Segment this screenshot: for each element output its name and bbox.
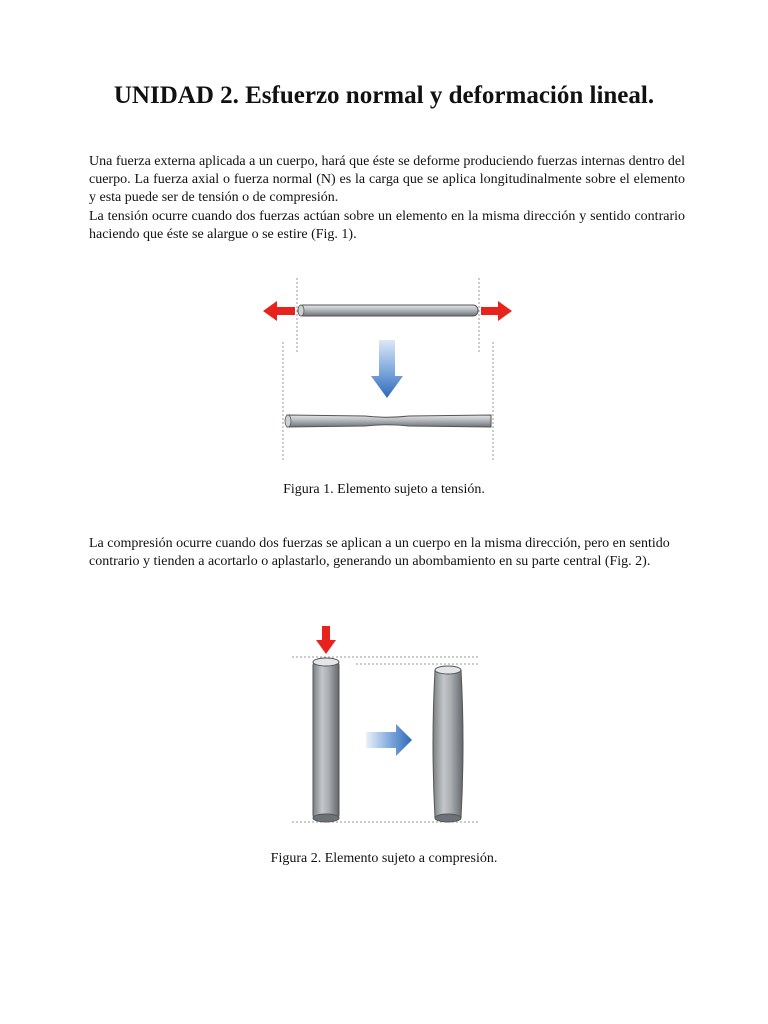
intro-paragraph-1: Una fuerza externa aplicada a un cuerpo, hará que éste se deforme produciendo fuerzas internas dentro del cuerpo. La fuerza axial o fuerza normal (N) es la carga que se aplica longitudinalmente sobre el elemento y esta puede ser de tensión o de compresión. [89,154,685,206]
rod-original-vertical [313,662,339,818]
page-title: UNIDAD 2. Esfuerzo normal y deformación lineal. [113,82,655,109]
right-arrow-icon [366,724,412,756]
compression-arrow-icon [316,626,336,654]
tension-arrow-right-icon [481,301,512,321]
figure-compression [288,624,483,829]
figure-2-caption: Figura 2. Elemento sujeto a compresión. [270,851,498,866]
intro-paragraph-2: La tensión ocurre cuando dos fuerzas actúan sobre un elemento en la misma dirección y sentido contrario haciendo que éste se alargue o se estire (Fig. 1). [89,209,685,243]
rod-elongated [287,415,491,427]
figure-1-caption: Figura 1. Elemento sujeto a tensión. [283,482,485,497]
rod-original [298,305,478,316]
compression-paragraph: La compresión ocurre cuando dos fuerzas se aplican a un cuerpo en la misma dirección, pero en sentido contrario y tienden a acortarlo o aplastarlo, generando un abombamiento en su parte central (Fig. 2). [89,536,670,570]
tension-arrow-left-icon [263,301,295,321]
down-arrow-icon [371,340,403,398]
rod-compressed [433,670,463,818]
figure-tension [255,272,520,462]
